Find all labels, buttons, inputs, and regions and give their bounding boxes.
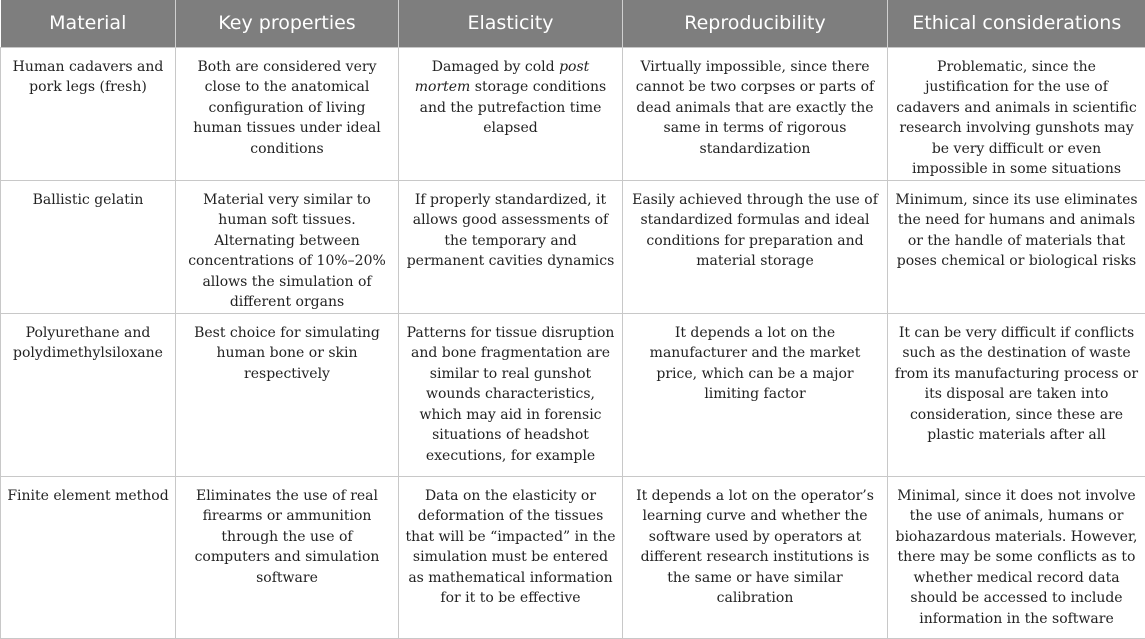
cell-key-properties: Both are considered very close to the anatomical configuration of living human tissues under ideal conditions [176,47,399,180]
cell-ethical-considerations: Minimum, since its use eliminates the need for humans and animals or the handle of materials that poses chemical or biological risks [888,180,1145,313]
table-row [1,313,1145,476]
header-row [1,0,1145,47]
cell-elasticity: Data on the elasticity or deformation of the tissues that will be “impacted” in the simulation must be entered as mathematical information for it to be effective [399,476,623,638]
header-key-properties: Key properties [176,0,399,47]
table-header [1,0,1145,47]
header-ethical-considerations: Ethical considerations [888,0,1145,47]
header-material: Material [1,0,176,47]
cell-material: Finite element method [1,476,176,638]
cell-reproducibility: It depends a lot on the operator’s learning curve and whether the software used by operators at different research institutions is the same or have similar calibration [623,476,888,638]
elasticity-text-after: storage conditions and the putrefaction time elapsed [420,79,607,136]
cell-material: Ballistic gelatin [1,180,176,313]
table-row [1,476,1145,638]
table-body [1,47,1145,638]
cell-reproducibility: Virtually impossible, since there cannot be two corpses or parts of dead animals that are exactly the same in terms of rigorous standardization [623,47,888,180]
cell-material: Human cadavers and pork legs (fresh) [1,47,176,180]
cell-key-properties: Material very similar to human soft tissues. Alternating between concentrations of 10%–20% allows the simulation of different organs [176,180,399,313]
header-reproducibility: Reproducibility [623,0,888,47]
cell-elasticity [399,47,623,180]
cell-reproducibility: Easily achieved through the use of standardized formulas and ideal conditions for preparation and material storage [623,180,888,313]
cell-ethical-considerations: Minimal, since it does not involve the use of animals, humans or biohazardous materials. However, there may be some conflicts as to whether medical record data should be accessed to include information in the software [888,476,1145,638]
cell-key-properties: Best choice for simulating human bone or skin respectively [176,313,399,476]
cell-elasticity: Patterns for tissue disruption and bone fragmentation are similar to real gunshot wounds characteristics, which may aid in forensic situations of headshot executions, for example [399,313,623,476]
elasticity-text-before: Damaged by cold [432,59,559,75]
cell-material: Polyurethane and polydimethylsiloxane [1,313,176,476]
cell-ethical-considerations: Problematic, since the justification for the use of cadavers and animals in scientific research involving gunshots may be very difficult or even impossible in some situations [888,47,1145,180]
cell-key-properties: Eliminates the use of real firearms or ammunition through the use of computers and simulation software [176,476,399,638]
table-row [1,180,1145,313]
cell-elasticity: If properly standardized, it allows good assessments of the temporary and permanent cavities dynamics [399,180,623,313]
header-elasticity: Elasticity [399,0,623,47]
elasticity-text-italic: post mortem [415,59,590,96]
cell-reproducibility: It depends a lot on the manufacturer and the market price, which can be a major limiting factor [623,313,888,476]
table-row [1,47,1145,180]
cell-ethical-considerations: It can be very difficult if conflicts such as the destination of waste from its manufacturing process or its disposal are taken into consideration, since these are plastic materials after all [888,313,1145,476]
